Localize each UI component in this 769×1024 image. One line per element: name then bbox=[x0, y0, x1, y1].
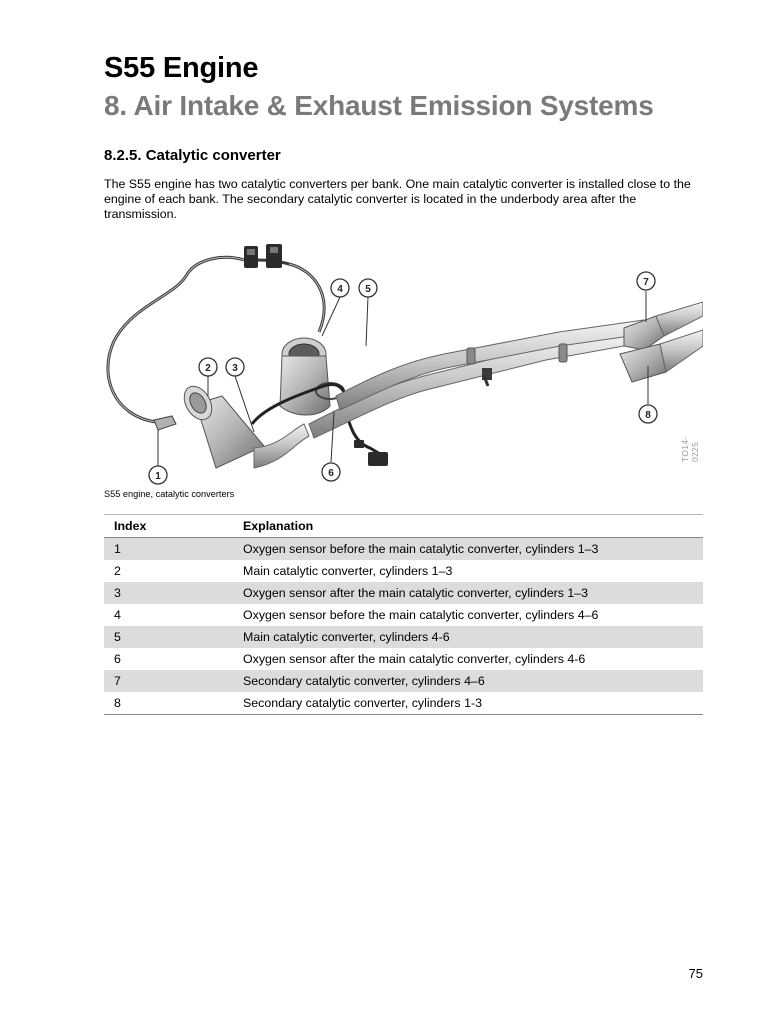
row-index: 7 bbox=[104, 670, 233, 692]
row-explanation: Oxygen sensor after the main catalytic converter, cylinders 1–3 bbox=[233, 582, 703, 604]
svg-text:1: 1 bbox=[155, 471, 161, 482]
callout-6 bbox=[322, 463, 340, 481]
row-index: 8 bbox=[104, 692, 233, 715]
svg-text:6: 6 bbox=[328, 468, 334, 479]
svg-text:4: 4 bbox=[337, 284, 343, 295]
row-index: 3 bbox=[104, 582, 233, 604]
row-explanation: Main catalytic converter, cylinders 1–3 bbox=[243, 564, 453, 578]
row-index: 1 bbox=[104, 538, 233, 561]
table-row bbox=[104, 604, 703, 626]
index-table bbox=[104, 514, 703, 715]
engine-title: S55 Engine bbox=[104, 52, 259, 84]
row-explanation: Oxygen sensor after the main catalytic converter, cylinders 4-6 bbox=[243, 652, 586, 666]
header-index: Index bbox=[104, 515, 233, 538]
callout-4 bbox=[331, 279, 349, 297]
svg-text:5: 5 bbox=[365, 284, 371, 295]
callout-7 bbox=[637, 272, 655, 290]
row-index: 5 bbox=[104, 626, 233, 648]
svg-text:2: 2 bbox=[205, 363, 211, 374]
page-number: 75 bbox=[688, 966, 703, 981]
table-row bbox=[104, 692, 703, 715]
callout-2 bbox=[199, 358, 217, 376]
catalytic-converter-figure bbox=[104, 236, 703, 488]
intro-paragraph: The S55 engine has two catalytic converters per bank. One main catalytic converter is installed close to the engine of each bank. The secondary catalytic converter is located in the underbody area after the transmission. bbox=[104, 177, 691, 221]
table-row bbox=[104, 670, 703, 692]
table-row bbox=[104, 626, 703, 648]
svg-text:7: 7 bbox=[643, 277, 649, 288]
header-explanation: Explanation bbox=[233, 515, 703, 538]
callout-3 bbox=[226, 358, 244, 376]
table-row bbox=[104, 560, 703, 582]
row-index: 6 bbox=[114, 652, 121, 666]
svg-text:3: 3 bbox=[232, 363, 238, 374]
section-title: 8.2.5. Catalytic converter bbox=[104, 147, 281, 164]
callout-1 bbox=[149, 466, 167, 484]
figure-id: TO14-0225 bbox=[680, 436, 700, 462]
table-row bbox=[104, 648, 703, 670]
row-explanation: Oxygen sensor before the main catalytic converter, cylinders 1–3 bbox=[233, 538, 703, 561]
chapter-title: 8. Air Intake & Exhaust Emission Systems bbox=[104, 90, 654, 121]
row-index: 4 bbox=[114, 608, 121, 622]
exhaust-system-illustration bbox=[104, 236, 703, 488]
row-explanation: Secondary catalytic converter, cylinders 1-3 bbox=[233, 692, 703, 715]
row-explanation: Main catalytic converter, cylinders 4-6 bbox=[233, 626, 703, 648]
table-row bbox=[104, 582, 703, 604]
row-explanation: Oxygen sensor before the main catalytic converter, cylinders 4–6 bbox=[243, 608, 599, 622]
table-header-row bbox=[104, 515, 703, 538]
callout-8 bbox=[639, 405, 657, 423]
figure-caption: S55 engine, catalytic converters bbox=[104, 489, 235, 499]
row-explanation: Secondary catalytic converter, cylinders 4–6 bbox=[233, 670, 703, 692]
svg-text:8: 8 bbox=[645, 410, 651, 421]
row-index: 2 bbox=[114, 564, 121, 578]
callout-5 bbox=[359, 279, 377, 297]
table-row bbox=[104, 538, 703, 561]
